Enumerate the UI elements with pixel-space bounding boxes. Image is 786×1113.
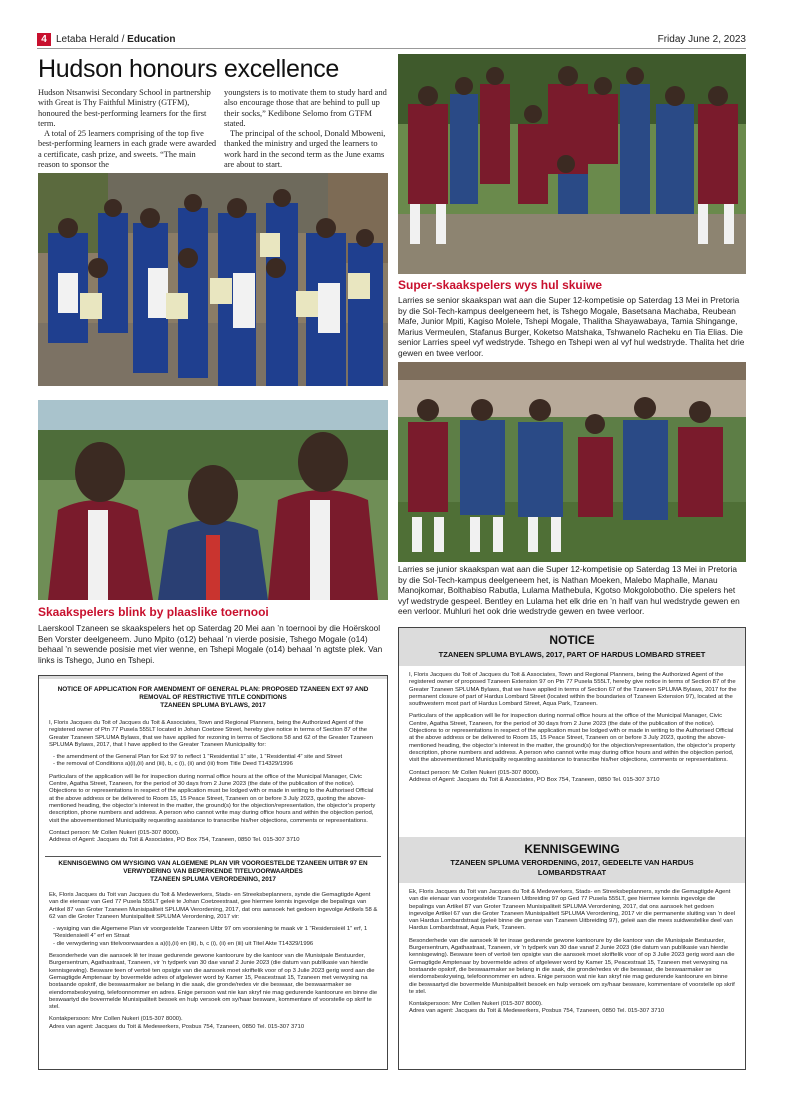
junior-chess-team-photo	[398, 362, 746, 562]
notice-contact: Contact person: Mr Collen Nukeri (015-307 8000).	[409, 769, 540, 776]
notice-body-en	[49, 720, 379, 844]
notice-address: Adres van agent: Jacques du Toit & Medewerkers, Posbus 754, Tzaneen, 0850 Tel. 015-307 3710	[409, 1008, 665, 1015]
notice-general-plan	[38, 675, 388, 1070]
notice-title: NOTICE	[549, 633, 595, 647]
notice-paragraph: Particulars of the application will lie for inspection during normal office hours at the office of the Municipal Manager, Civic Centre, Agatha Street, Tzaneen, for the period of 30 days from 2 June 2023 (the date of the publication of the notice). Objections to or representations in respect of the application must be lodged with or made in writing to the Authorised Official at the above address or be delivered to Room 15, 15 Peace Street, Tzaneen on or before 3 July 2023, quoting the above-mentioned heading, the objector’s interest in the matter, the ground(s) for the objection/representation, the objector’s property description, phone numbers and address. A person who cannot write may during office hours and within the objection period, visit the abovementioned Municipality requesting assistance to transcribe his/her objections, comments or representations.	[49, 773, 376, 824]
super12-caption: Larries se senior skaakspan wat aan die Super 12-kompetisie op Saterdag 13 Mei in Pretoria by die Sol-Tech-kampus deelgeneem het, is Tshego Mogale, Basetsana Machaba, Reubean Mafe, Junior Mpiti, Kagiso Molele, Tshepi Mogale, Thalitha Shayawabaya, Tamia Shingange, Marius Vermeulen, Stafanus Burger, Koketso Matshaka, Tshwanelo Racheku en Tia Elias. Die senior Larries speel vyf wedstryde. Tshego en Tshepi wen al vyf hul wedstryde. Thalita het drie gewen en twee verloor.	[398, 295, 745, 358]
notice-address: Address of Agent: Jacques du Toit & Associates, PO Box 754, Tzaneen, 0850 Tel. 015-307 3710	[49, 837, 300, 844]
notice-contact: Contact person: Mr Collen Nukeri (015-307 8000).	[49, 829, 180, 836]
page-number: 4	[37, 33, 51, 46]
notice-paragraph: Ek, Floris Jacques du Toit van Jacques du Toit & Medewerkers, Stads- en Streeksbeplanners, synde die Gemagtigde Agent van die eienaar van Ged 77 Pusela 555LT geleë te Johan Coetzeestraat, gee hiermee kennis ingevolge die bepalings van Artikel 87 van Groter Tzaneen Munisipaliteit SPLUMA Verordening, 2017, dat ons aansoek het gedoen ingevolge Artikels 58 & 62 van die Groter Tzaneen Munisipaliteit SPLUMA Verordening, 2017 vir:	[49, 892, 378, 920]
notice-paragraph: Particulars of the application will lie for inspection during normal office hours at the office of the Municipal Manager, Civic Centre, Agatha Street, Tzaneen, for the period of 30 days from 2 June 2023 (the date of the publication of the notice). Objections to or representations in respect of the application must be lodged with or made in writing to the Authorised Official at the above address or be delivered to Room 15, 15 Peace Street, Tzaneen on or before 3 July 2023, quoting the above-mentioned heading, the objector’s interest in the matter, the ground(s) for the objection/representation, the objector’s property description, phone numbers and address. A person who cannot write may during office hours and within the objection period, visit the abovementioned Municipality requesting assistance to transcribe his/her objections, comments or representations.	[409, 713, 736, 764]
notice-address: Adres van agent: Jacques du Toit & Medewerkers, Posbus 754, Tzaneen, 0850 Tel. 015-307 3710	[49, 1023, 305, 1030]
notice-road-closure	[398, 627, 746, 1070]
skaak-heading: Skaakspelers blink by plaaslike toernooi	[38, 605, 269, 619]
super12-heading: Super-skaakspelers wys hul skuiwe	[398, 278, 603, 292]
notice-list-item: - die verwydering van titelvoorwaardes a a)(i),(ii) en (iii), b, c (i), (ii) en (iii) uit Titel Akte T14329/1996	[53, 940, 314, 947]
three-chess-players-photo	[38, 400, 388, 600]
hudson-headline: Hudson honours excellence	[38, 55, 340, 83]
notice-band	[39, 676, 387, 679]
hudson-column-2	[224, 88, 388, 170]
notice-list-item: - the amendment of the General Plan for Ext 97 to reflect 1 “Residential 1” site, 1 “Residential 4” site and Street	[53, 754, 343, 761]
notice-divider	[45, 856, 381, 857]
notice-body-en	[409, 672, 737, 784]
notice-paragraph: Besonderhede van die aansoek lê ter insae gedurende gewone kantoorure by die kantoor van die Munisipale Bestuurder, Burgersentrum, Agathastraat, Tzaneen, vir ’n tydperk van 30 dae vanaf 2 Junie 2023 (die datum van publikasie van hierdie kennisgewing). Besware teen of vertoë ten opsigte van die aansoek moet skriftelik voor of op 3 Julie 2023 gerig word aan die Gemagtigde Amptenaar by bovermelde adres of afgelewer word by Kamer 15, Peacestraat 15, Tzaneen met verwysing na bostaande opskrif, die beswaarmaker se belang in die saak, die gronde/redes vir die beswaar, die beswaarmaker se eiendomsbeskrywing, telefoonnommer en adres. Enige persoon wat nie kan skryf nie mag gedurende kantoorure en binne die beswaartyd die bovermelde Munisipaliteit besoek en hulp versoek om sy/haar besware, kommentare of voorstelle op skrif te stel.	[409, 937, 735, 995]
hudson-paragraph: Hudson Ntsanwisi Secondary School in partnership with Great is Thy Faithful Ministry (GTFM), honoured the best-performing learners for the first term.	[38, 88, 211, 128]
section-name: Education	[127, 34, 176, 45]
notice-body-af	[409, 889, 737, 1016]
notice-body-af	[49, 892, 379, 1031]
notice-paragraph: Besonderhede van die aansoek lê ter insae gedurende gewone kantoorure by die kantoor van die Munisipale Bestuurder, Burgersentrum, Agathastraat, Tzaneen, vir ’n tydperk van 30 dae vanaf 2 Junie 2023 (die datum van publikasie van hierdie kennisgewing). Besware teen of vertoë ten opsigte van die aansoek moet skriftelik voor of op 3 Julie 2023 gerig word aan die Gemagtigde Amptenaar by bovermelde adres of afgelewer word by Kamer 15, Peacestraat 15, Tzaneen met verwysing na bostaande opskrif, die beswaarmaker se belang in die saak, die gronde/redes vir die beswaar, die beswaarmaker se eiendomsbeskrywing, telefoonnommer en adres. Enige persoon wat nie kan skryf nie mag gedurende kantoorure en binne die beswaartyd die bovermelde Munisipaliteit besoek en hulp versoek om sy/haar besware, kommentare of voorstelle op skrif te stel.	[49, 953, 378, 1011]
hudson-column-1	[38, 88, 218, 170]
notice-list-item: - wysiging van die Algemene Plan vir voorgestelde Tzaneen Uitbr 97 om voorsiening te maak vir 1 “Residensieël 1” erf, 1 “Residensieël 4” erf en Straat	[53, 926, 368, 940]
notice-subtitle: TZANEEN SPLUMA BYLAWS, 2017	[160, 702, 266, 709]
skaak-caption: Laerskool Tzaneen se skaakspelers het op Saterdag 20 Mei aan ’n toernooi by die Hoërskool Ben Vorster deelgeneem. Juno Mpito (o12) behaal ’n vierde posisie, Tshego Mogale (o14) behaal ’n sewende posisie met vier wenne, en Tshepi Mogale (o14) behaal ’n agtste plek. Van links is Tshego, Juno en Tshepi.	[38, 623, 383, 665]
notice-paragraph: I, Floris Jacques du Toit of Jacques du Toit & Associates, Town and Regional Planners, being the Authorized Agent of the registered owner of proposed Tzaneen Extension 97 on Ptn 77 Pusela 555LT, hereby give notice in terms of Section 87 of the Greater Tzaneen SPLUMA Bylaws, that we have applied in terms of Section 67 of the Tzaneen SPLUMA Bylaws, 2017 for the permanent closure of part of Hardus Lombard Street (located within the boundaries of Tzaneen Extension 97), located at the southwestern most part of Hardus Lombard Street, Aqua Park, Tzaneen.	[409, 672, 737, 708]
hudson-paragraph: youngsters is to motivate them to study hard and also encourage those that are behind to pull up their socks,” Kedibone Selomo from GTFM stated.	[224, 88, 387, 128]
hudson-learners-photo	[38, 173, 388, 386]
notice-list-item: - the removal of Conditions a)(i),(ii) and (iii), b, c (i), (ii) and (iii) from Title Deed T14329/1996	[53, 761, 293, 768]
hudson-paragraph: The principal of the school, Donald Mboweni, thanked the ministry and urged the learners to work hard in the second term as the June exams are about to start.	[224, 129, 386, 170]
notice-subtitle-af: TZANEEN SPLUMA VERORDENING, 2017	[150, 876, 276, 883]
hudson-paragraph: A total of 25 learners comprising of the top five best-performing learners in each grade were awarded a certificate, cash prize, and sweets. “The main reason to sponsor the	[38, 129, 217, 170]
notice-title-af: KENNISGEWING	[524, 842, 620, 856]
senior-chess-team-photo	[398, 54, 746, 274]
notice-subtitle: TZANEEN SPLUMA BYLAWS, 2017, PART OF HARDUS LOMBARD STREET	[438, 650, 706, 659]
notice-address: Address of Agent: Jacques du Toit & Associates, PO Box 754, Tzaneen, 0850 Tel. 015-307 3710	[409, 776, 660, 783]
junior-chess-caption: Larries se junior skaakspan wat aan die Super 12-kompetisie op Saterdag 13 Mei in Pretoria by die Sol-Tech-kampus deelgeneem het, is Nathan Moeken, Malebo Maphalle, Manau Manojkomar, Bolthabiso Rabutla, Lulama Mathebula, Kgotso Mokgolobotho. Die spelers het vyf wedstryde gespeel. Bentley en Lulama het elk drie en ’n half van hul wedstryde gewen en een verloor. Muhluri het ook drie wedstryde gewen en twee verloor.	[398, 564, 740, 617]
issue-date: Friday June 2, 2023	[657, 34, 746, 45]
header-rule	[37, 48, 746, 49]
notice-paragraph: I, Floris Jacques du Toit of Jacques du Toit & Associates, Town and Regional Planners, being the Authorized Agent of the registered owner of Ptn 77 Pusela 555LT located in Johan Coetzee Street, hereby give notice in terms of Section 87 of the Greater Tzaneen SPLUMA Bylaws, that we have applied for rezoning in terms of Sections 58 and 62 of the Greater Tzaneen SPLUMA Bylaws, 2017, that I have applied to the Greater Tzaneen Municipality for:	[49, 720, 373, 748]
notice-title: NOTICE OF APPLICATION FOR AMENDMENT OF GENERAL PLAN: PROPOSED TZANEEN EXT 97 AND REMOVAL OF RESTRICTIVE TITLE CONDITIONS	[57, 686, 369, 701]
publication-name: Letaba Herald	[56, 34, 119, 45]
notice-subtitle-af: TZANEEN SPLUMA VERORDENING, 2017, GEDEELTE VAN HARDUS LOMBARDSTRAAT	[450, 858, 694, 877]
notice-paragraph: Ek, Floris Jacques du Toit van Jacques du Toit & Medewerkers, Stads- en Streeksbeplanners, synde die Gemagtigde Agent van die eienaar van voorgestelde Tzaneen Uitbreiding 97 op Ged 77 Pusela 555LT, gee hiermee kennis ingevolge die bepalings van Artikel 87 van Groter Tzaneen Munisipaliteit SPLUMA Verordening, 2017, dat ons aansoek het gedoen ingevolge Artikel 67 van die Groter Tzaneen Munisipaliteit SPLUMA Verordening, 2017 vir die permanente sluiting van ’n deel van Hardus Lombardstraat (geleë binne die grense van Tzaneen Uitbreiding 97), geleë aan die mees suidwestelike deel van Hardus Lombardstraat, Aqua Park, Tzaneen.	[409, 889, 736, 932]
masthead: Letaba Herald / Education	[56, 34, 176, 45]
notice-contact: Kontakpersoon: Mnr Collen Nukeri (015-307 8000).	[409, 1001, 543, 1008]
notice-contact: Kontakpersoon: Mnr Collen Nukeri (015-307 8000).	[49, 1016, 183, 1023]
notice-title-af: KENNISGEWING OM WYSIGING VAN ALGEMENE PLAN VIR VOORGESTELDE TZANEEN UITBR 97 EN VERWYDERING VAN BEPERKENDE TITELVOORWAARDES	[58, 860, 368, 875]
